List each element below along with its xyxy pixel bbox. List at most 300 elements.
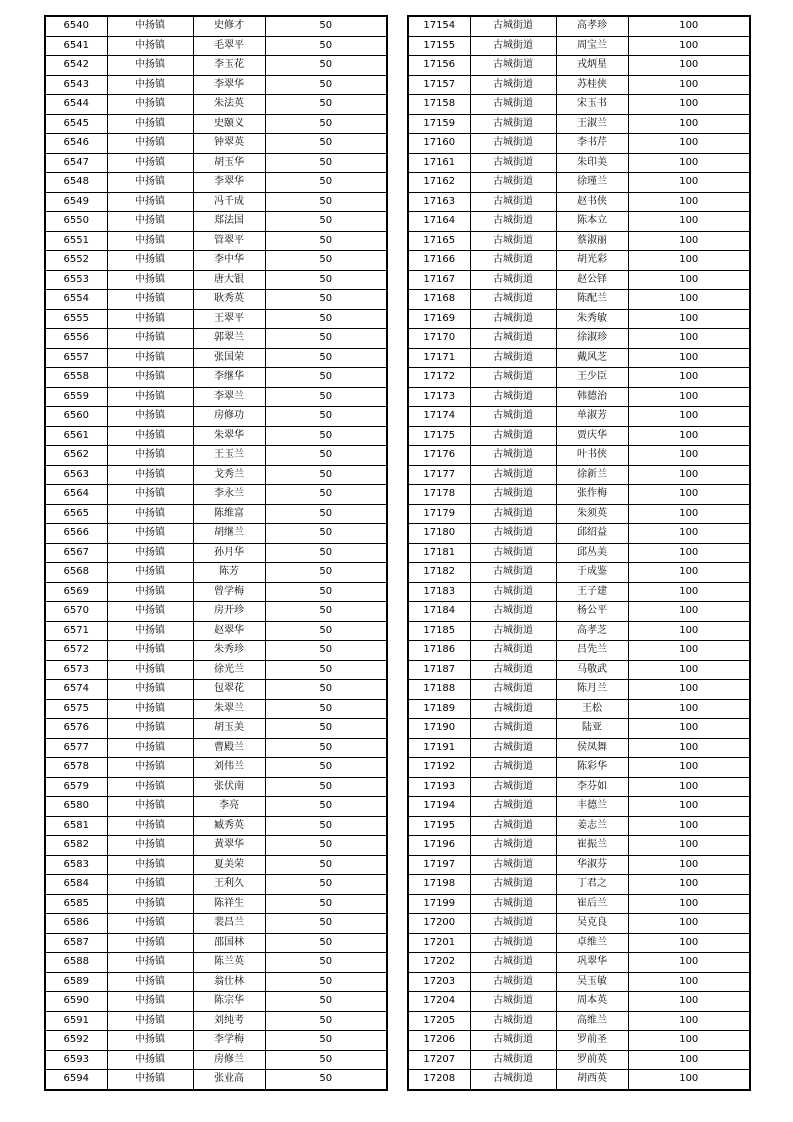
name-cell: 赵翠华: [193, 621, 265, 641]
amount-cell: 100: [628, 465, 750, 485]
table-row: [408, 914, 750, 934]
row-number-cell: 17205: [408, 1011, 470, 1031]
row-number-cell: 6551: [45, 231, 107, 251]
row-number-cell: 17174: [408, 407, 470, 427]
row-number-cell: 6556: [45, 329, 107, 349]
name-cell: 王淑兰: [556, 114, 628, 134]
table-row: [45, 231, 387, 251]
amount-cell: 50: [265, 504, 387, 524]
district-cell: 古城街道: [470, 855, 556, 875]
district-cell: 中扬镇: [107, 719, 193, 739]
district-cell: 古城街道: [470, 777, 556, 797]
table-row: [408, 212, 750, 232]
district-cell: 中扬镇: [107, 270, 193, 290]
right-table: [407, 15, 751, 1091]
table-row: [408, 1011, 750, 1031]
district-cell: 中扬镇: [107, 407, 193, 427]
district-cell: 中扬镇: [107, 758, 193, 778]
district-cell: 中扬镇: [107, 699, 193, 719]
name-cell: 徐光兰: [193, 660, 265, 680]
table-row: [45, 855, 387, 875]
name-cell: 胡继兰: [193, 524, 265, 544]
name-cell: 王松: [556, 699, 628, 719]
row-number-cell: 6540: [45, 16, 107, 36]
district-cell: 中扬镇: [107, 36, 193, 56]
amount-cell: 100: [628, 719, 750, 739]
district-cell: 古城街道: [470, 309, 556, 329]
district-cell: 中扬镇: [107, 1011, 193, 1031]
amount-cell: 100: [628, 797, 750, 817]
amount-cell: 50: [265, 426, 387, 446]
amount-cell: 50: [265, 387, 387, 407]
table-row: [45, 212, 387, 232]
name-cell: 曹殿兰: [193, 738, 265, 758]
table-row: [45, 972, 387, 992]
district-cell: 古城街道: [470, 231, 556, 251]
row-number-cell: 6593: [45, 1050, 107, 1070]
district-cell: 中扬镇: [107, 251, 193, 271]
district-cell: 中扬镇: [107, 114, 193, 134]
row-number-cell: 17188: [408, 680, 470, 700]
amount-cell: 50: [265, 270, 387, 290]
name-cell: 王玉兰: [193, 446, 265, 466]
district-cell: 中扬镇: [107, 16, 193, 36]
table-row: [45, 368, 387, 388]
row-number-cell: 17158: [408, 95, 470, 115]
district-cell: 中扬镇: [107, 914, 193, 934]
name-cell: 赵书侠: [556, 192, 628, 212]
name-cell: 胡西英: [556, 1070, 628, 1090]
district-cell: 古城街道: [470, 797, 556, 817]
district-cell: 古城街道: [470, 212, 556, 232]
amount-cell: 50: [265, 329, 387, 349]
amount-cell: 100: [628, 914, 750, 934]
name-cell: 陈配兰: [556, 290, 628, 310]
row-number-cell: 6563: [45, 465, 107, 485]
district-cell: 中扬镇: [107, 290, 193, 310]
amount-cell: 50: [265, 816, 387, 836]
row-number-cell: 6582: [45, 836, 107, 856]
district-cell: 古城街道: [470, 836, 556, 856]
district-cell: 古城街道: [470, 1011, 556, 1031]
row-number-cell: 6559: [45, 387, 107, 407]
table-row: [408, 1050, 750, 1070]
name-cell: 徐淑珍: [556, 329, 628, 349]
row-number-cell: 17192: [408, 758, 470, 778]
name-cell: 房修兰: [193, 1050, 265, 1070]
district-cell: 古城街道: [470, 16, 556, 36]
table-row: [45, 309, 387, 329]
amount-cell: 100: [628, 231, 750, 251]
name-cell: 李翠华: [193, 173, 265, 193]
amount-cell: 100: [628, 933, 750, 953]
district-cell: 古城街道: [470, 426, 556, 446]
row-number-cell: 6580: [45, 797, 107, 817]
row-number-cell: 6571: [45, 621, 107, 641]
amount-cell: 100: [628, 485, 750, 505]
district-cell: 古城街道: [470, 914, 556, 934]
amount-cell: 100: [628, 699, 750, 719]
row-number-cell: 17163: [408, 192, 470, 212]
name-cell: 徐新兰: [556, 465, 628, 485]
table-row: [408, 36, 750, 56]
amount-cell: 50: [265, 153, 387, 173]
row-number-cell: 17156: [408, 56, 470, 76]
name-cell: 于成鉴: [556, 563, 628, 583]
table-row: [408, 192, 750, 212]
name-cell: 徐瑾兰: [556, 173, 628, 193]
amount-cell: 100: [628, 836, 750, 856]
name-cell: 胡光彩: [556, 251, 628, 271]
district-cell: 中扬镇: [107, 173, 193, 193]
name-cell: 史修才: [193, 16, 265, 36]
district-cell: 中扬镇: [107, 212, 193, 232]
row-number-cell: 6577: [45, 738, 107, 758]
amount-cell: 100: [628, 543, 750, 563]
district-cell: 中扬镇: [107, 504, 193, 524]
district-cell: 古城街道: [470, 933, 556, 953]
table-row: [45, 738, 387, 758]
amount-cell: 100: [628, 582, 750, 602]
district-cell: 中扬镇: [107, 446, 193, 466]
name-cell: 马敬武: [556, 660, 628, 680]
table-row: [45, 36, 387, 56]
district-cell: 中扬镇: [107, 797, 193, 817]
amount-cell: 50: [265, 738, 387, 758]
amount-cell: 100: [628, 660, 750, 680]
table-row: [45, 504, 387, 524]
district-cell: 古城街道: [470, 329, 556, 349]
table-row: [408, 270, 750, 290]
row-number-cell: 17157: [408, 75, 470, 95]
row-number-cell: 6588: [45, 953, 107, 973]
district-cell: 古城街道: [470, 758, 556, 778]
district-cell: 古城街道: [470, 387, 556, 407]
amount-cell: 100: [628, 114, 750, 134]
district-cell: 古城街道: [470, 114, 556, 134]
name-cell: 张国荣: [193, 348, 265, 368]
table-row: [45, 173, 387, 193]
row-number-cell: 17183: [408, 582, 470, 602]
name-cell: 张业高: [193, 1070, 265, 1090]
amount-cell: 100: [628, 972, 750, 992]
table-row: [408, 602, 750, 622]
amount-cell: 100: [628, 953, 750, 973]
district-cell: 中扬镇: [107, 641, 193, 661]
table-row: [408, 680, 750, 700]
district-cell: 古城街道: [470, 56, 556, 76]
table-row: [45, 56, 387, 76]
table-row: [45, 1031, 387, 1051]
table-row: [45, 114, 387, 134]
table-row: [408, 16, 750, 36]
amount-cell: 100: [628, 153, 750, 173]
table-row: [45, 75, 387, 95]
name-cell: 耿秀英: [193, 290, 265, 310]
amount-cell: 100: [628, 251, 750, 271]
row-number-cell: 17185: [408, 621, 470, 641]
row-number-cell: 17181: [408, 543, 470, 563]
amount-cell: 50: [265, 75, 387, 95]
table-row: [45, 465, 387, 485]
amount-cell: 50: [265, 641, 387, 661]
name-cell: 陈宗华: [193, 992, 265, 1012]
amount-cell: 50: [265, 16, 387, 36]
row-number-cell: 6554: [45, 290, 107, 310]
name-cell: 冯千成: [193, 192, 265, 212]
row-number-cell: 6558: [45, 368, 107, 388]
amount-cell: 100: [628, 641, 750, 661]
row-number-cell: 6579: [45, 777, 107, 797]
district-cell: 古城街道: [470, 1031, 556, 1051]
name-cell: 高维兰: [556, 1011, 628, 1031]
name-cell: 李亮: [193, 797, 265, 817]
row-number-cell: 6591: [45, 1011, 107, 1031]
row-number-cell: 17197: [408, 855, 470, 875]
row-number-cell: 17169: [408, 309, 470, 329]
table-row: [408, 621, 750, 641]
name-cell: 王子建: [556, 582, 628, 602]
district-cell: 中扬镇: [107, 602, 193, 622]
table-row: [45, 543, 387, 563]
name-cell: 郑法国: [193, 212, 265, 232]
amount-cell: 100: [628, 446, 750, 466]
row-number-cell: 6557: [45, 348, 107, 368]
district-cell: 古城街道: [470, 875, 556, 895]
district-cell: 古城街道: [470, 192, 556, 212]
district-cell: 古城街道: [470, 641, 556, 661]
right-table-body: [408, 16, 750, 1090]
table-row: [45, 797, 387, 817]
row-number-cell: 6575: [45, 699, 107, 719]
name-cell: 王翠平: [193, 309, 265, 329]
district-cell: 古城街道: [470, 582, 556, 602]
name-cell: 周本英: [556, 992, 628, 1012]
name-cell: 陈兰英: [193, 953, 265, 973]
row-number-cell: 6569: [45, 582, 107, 602]
row-number-cell: 17168: [408, 290, 470, 310]
table-row: [45, 933, 387, 953]
district-cell: 古城街道: [470, 290, 556, 310]
name-cell: 姜志兰: [556, 816, 628, 836]
amount-cell: 100: [628, 1011, 750, 1031]
row-number-cell: 17207: [408, 1050, 470, 1070]
row-number-cell: 17200: [408, 914, 470, 934]
name-cell: 周宝兰: [556, 36, 628, 56]
table-row: [408, 699, 750, 719]
table-row: [45, 485, 387, 505]
district-cell: 中扬镇: [107, 368, 193, 388]
table-row: [45, 251, 387, 271]
district-cell: 中扬镇: [107, 543, 193, 563]
name-cell: 陈祥生: [193, 894, 265, 914]
name-cell: 朱翠兰: [193, 699, 265, 719]
table-row: [45, 699, 387, 719]
table-row: [45, 290, 387, 310]
name-cell: 李中华: [193, 251, 265, 271]
district-cell: 中扬镇: [107, 426, 193, 446]
name-cell: 李翠兰: [193, 387, 265, 407]
name-cell: 邵国林: [193, 933, 265, 953]
row-number-cell: 17165: [408, 231, 470, 251]
amount-cell: 100: [628, 387, 750, 407]
amount-cell: 50: [265, 231, 387, 251]
name-cell: 邱丛美: [556, 543, 628, 563]
row-number-cell: 6542: [45, 56, 107, 76]
row-number-cell: 17155: [408, 36, 470, 56]
district-cell: 中扬镇: [107, 1070, 193, 1090]
amount-cell: 50: [265, 777, 387, 797]
table-row: [45, 777, 387, 797]
name-cell: 毛翠平: [193, 36, 265, 56]
amount-cell: 50: [265, 290, 387, 310]
name-cell: 刘伟兰: [193, 758, 265, 778]
name-cell: 高孝珍: [556, 16, 628, 36]
amount-cell: 50: [265, 36, 387, 56]
name-cell: 孙月华: [193, 543, 265, 563]
amount-cell: 50: [265, 134, 387, 154]
name-cell: 丁君之: [556, 875, 628, 895]
table-row: [408, 972, 750, 992]
name-cell: 吴玉敏: [556, 972, 628, 992]
amount-cell: 50: [265, 348, 387, 368]
row-number-cell: 17172: [408, 368, 470, 388]
amount-cell: 100: [628, 407, 750, 427]
name-cell: 黄翠华: [193, 836, 265, 856]
amount-cell: 50: [265, 972, 387, 992]
table-row: [45, 446, 387, 466]
table-row: [408, 563, 750, 583]
table-row: [408, 543, 750, 563]
name-cell: 史颐义: [193, 114, 265, 134]
district-cell: 中扬镇: [107, 582, 193, 602]
district-cell: 古城街道: [470, 446, 556, 466]
name-cell: 陈维富: [193, 504, 265, 524]
amount-cell: 50: [265, 251, 387, 271]
row-number-cell: 6576: [45, 719, 107, 739]
name-cell: 陈彩华: [556, 758, 628, 778]
table-row: [45, 1050, 387, 1070]
row-number-cell: 17193: [408, 777, 470, 797]
name-cell: 王少臣: [556, 368, 628, 388]
district-cell: 中扬镇: [107, 95, 193, 115]
name-cell: 韩德治: [556, 387, 628, 407]
district-cell: 古城街道: [470, 485, 556, 505]
name-cell: 刘纯考: [193, 1011, 265, 1031]
row-number-cell: 17187: [408, 660, 470, 680]
row-number-cell: 17199: [408, 894, 470, 914]
left-table-body: [45, 16, 387, 1090]
district-cell: 中扬镇: [107, 348, 193, 368]
row-number-cell: 17170: [408, 329, 470, 349]
amount-cell: 50: [265, 602, 387, 622]
name-cell: 戴风芝: [556, 348, 628, 368]
name-cell: 李继华: [193, 368, 265, 388]
row-number-cell: 17208: [408, 1070, 470, 1090]
district-cell: 中扬镇: [107, 816, 193, 836]
table-row: [408, 1031, 750, 1051]
table-row: [408, 446, 750, 466]
district-cell: 中扬镇: [107, 972, 193, 992]
district-cell: 中扬镇: [107, 1050, 193, 1070]
amount-cell: 100: [628, 1070, 750, 1090]
table-row: [45, 621, 387, 641]
name-cell: 蔡淑丽: [556, 231, 628, 251]
name-cell: 苏桂侠: [556, 75, 628, 95]
table-row: [408, 114, 750, 134]
district-cell: 中扬镇: [107, 738, 193, 758]
table-row: [408, 758, 750, 778]
row-number-cell: 6566: [45, 524, 107, 544]
table-row: [408, 329, 750, 349]
amount-cell: 50: [265, 446, 387, 466]
amount-cell: 100: [628, 992, 750, 1012]
district-cell: 古城街道: [470, 1070, 556, 1090]
name-cell: 李永兰: [193, 485, 265, 505]
amount-cell: 50: [265, 933, 387, 953]
row-number-cell: 6583: [45, 855, 107, 875]
row-number-cell: 17171: [408, 348, 470, 368]
table-row: [45, 914, 387, 934]
amount-cell: 100: [628, 875, 750, 895]
district-cell: 古城街道: [470, 602, 556, 622]
row-number-cell: 17198: [408, 875, 470, 895]
row-number-cell: 17182: [408, 563, 470, 583]
row-number-cell: 6555: [45, 309, 107, 329]
amount-cell: 50: [265, 368, 387, 388]
table-row: [45, 719, 387, 739]
district-cell: 古城街道: [470, 953, 556, 973]
district-cell: 古城街道: [470, 543, 556, 563]
name-cell: 陈芳: [193, 563, 265, 583]
amount-cell: 50: [265, 582, 387, 602]
table-row: [408, 465, 750, 485]
amount-cell: 100: [628, 16, 750, 36]
amount-cell: 100: [628, 348, 750, 368]
name-cell: 胡玉华: [193, 153, 265, 173]
amount-cell: 50: [265, 719, 387, 739]
amount-cell: 50: [265, 699, 387, 719]
name-cell: 张作梅: [556, 485, 628, 505]
table-row: [408, 75, 750, 95]
row-number-cell: 17196: [408, 836, 470, 856]
table-row: [408, 524, 750, 544]
table-row: [45, 582, 387, 602]
table-row: [45, 660, 387, 680]
district-cell: 中扬镇: [107, 387, 193, 407]
name-cell: 张伏南: [193, 777, 265, 797]
district-cell: 中扬镇: [107, 231, 193, 251]
table-row: [408, 777, 750, 797]
amount-cell: 50: [265, 1031, 387, 1051]
amount-cell: 100: [628, 680, 750, 700]
row-number-cell: 17190: [408, 719, 470, 739]
table-row: [45, 680, 387, 700]
table-row: [45, 641, 387, 661]
table-row: [45, 816, 387, 836]
name-cell: 赵公铎: [556, 270, 628, 290]
row-number-cell: 17164: [408, 212, 470, 232]
table-row: [408, 348, 750, 368]
name-cell: 邱绍益: [556, 524, 628, 544]
district-cell: 中扬镇: [107, 855, 193, 875]
district-cell: 中扬镇: [107, 777, 193, 797]
amount-cell: 100: [628, 212, 750, 232]
district-cell: 古城街道: [470, 621, 556, 641]
row-number-cell: 17160: [408, 134, 470, 154]
district-cell: 古城街道: [470, 153, 556, 173]
name-cell: 陈本立: [556, 212, 628, 232]
